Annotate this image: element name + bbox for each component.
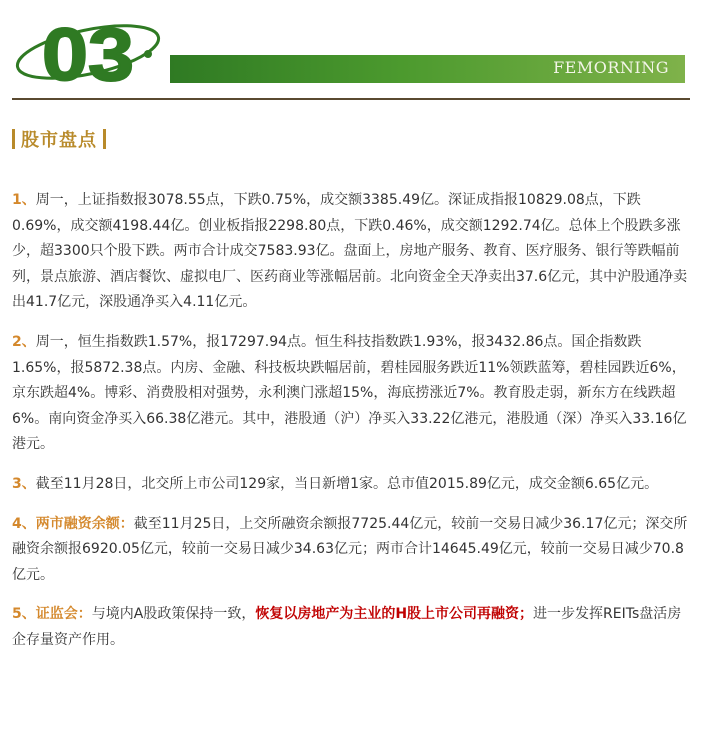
item-text: 周一，恒生指数跌1.57%，报17297.94点。恒生科技指数跌1.93%，报3432.86点。国企指数跌1.65%，报5872.38点。内房、金融、科技板块跌幅居前，碧桂园服务跌近11%领跌蓝筹，碧桂园跌近6%，京东跌超4%。博彩、消费股相对强势，永利澳门涨超15%，海底捞涨近7%。教育股走弱，新东方在线跌超6%。南向资金净买入66.38亿港元。其中，港股通（沪）净买入33.22亿港元，港股通（深）净买入33.16亿港元。 bbox=[12, 333, 687, 453]
header-divider bbox=[12, 98, 690, 100]
section-number: 03 bbox=[42, 13, 134, 88]
news-item-1 bbox=[12, 188, 690, 316]
item-index: 2、 bbox=[12, 333, 36, 350]
news-item-2 bbox=[12, 330, 690, 458]
news-item-3 bbox=[12, 472, 690, 498]
number-03-logo bbox=[10, 8, 170, 88]
item-text-before: 与境内A股政策保持一致， bbox=[91, 606, 256, 623]
news-item-4 bbox=[12, 512, 690, 589]
news-list bbox=[12, 174, 690, 667]
item-label: 证监会： bbox=[35, 606, 92, 623]
section-title-text: 股市盘点 bbox=[21, 130, 97, 151]
item-index: 1、 bbox=[12, 192, 36, 208]
item-index: 3、 bbox=[12, 475, 36, 492]
header bbox=[0, 0, 702, 96]
item-text: 截至11月25日，上交所融资余额报7725.44亿元，较前一交易日减少36.17亿元；深交所融资余额报6920.05亿元，较前一交易日减少34.63亿元；两市合计14645.49亿元，较前一交易日减少70.8亿元。 bbox=[12, 515, 688, 583]
title-bar-left bbox=[12, 129, 15, 149]
item-index: 4、 bbox=[12, 515, 36, 532]
item-text: 周一，上证指数报3078.55点，下跌0.75%，成交额3385.49亿。深证成指报10829.08点，下跌0.69%，成交额4198.44亿。创业板指报2298.80点，下跌0.46%，成交额1292.74亿。总体上个股跌多涨少，超3300只个股下跌。两市合计成交7583.93亿。盘面上，房地产服务、教育、医疗服务、银行等跌幅前列，景点旅游、酒店餐饮、虚拟电厂、医药商业等涨幅居前。北向资金全天净卖出37.6亿元，其中沪股通净卖出41.7亿元，深股通净买入4.11亿元。 bbox=[12, 192, 688, 311]
item-text-after: 进一步发挥REITs盘活房企存量资产作用。 bbox=[12, 606, 682, 648]
item-text: 截至11月28日，北交所上市公司129家，当日新增1家。总市值2015.89亿元，成交金额6.65亿元。 bbox=[35, 475, 659, 492]
section-title bbox=[12, 126, 106, 152]
brand-banner bbox=[170, 55, 685, 83]
brand-text: FEMORNING bbox=[553, 58, 669, 77]
item-index: 5、 bbox=[12, 606, 36, 623]
item-label: 两市融资余额： bbox=[35, 515, 134, 532]
news-item-5 bbox=[12, 602, 690, 653]
item-highlight: 恢复以房地产为主业的H股上市公司再融资； bbox=[255, 606, 534, 623]
title-bar-right bbox=[103, 129, 106, 149]
